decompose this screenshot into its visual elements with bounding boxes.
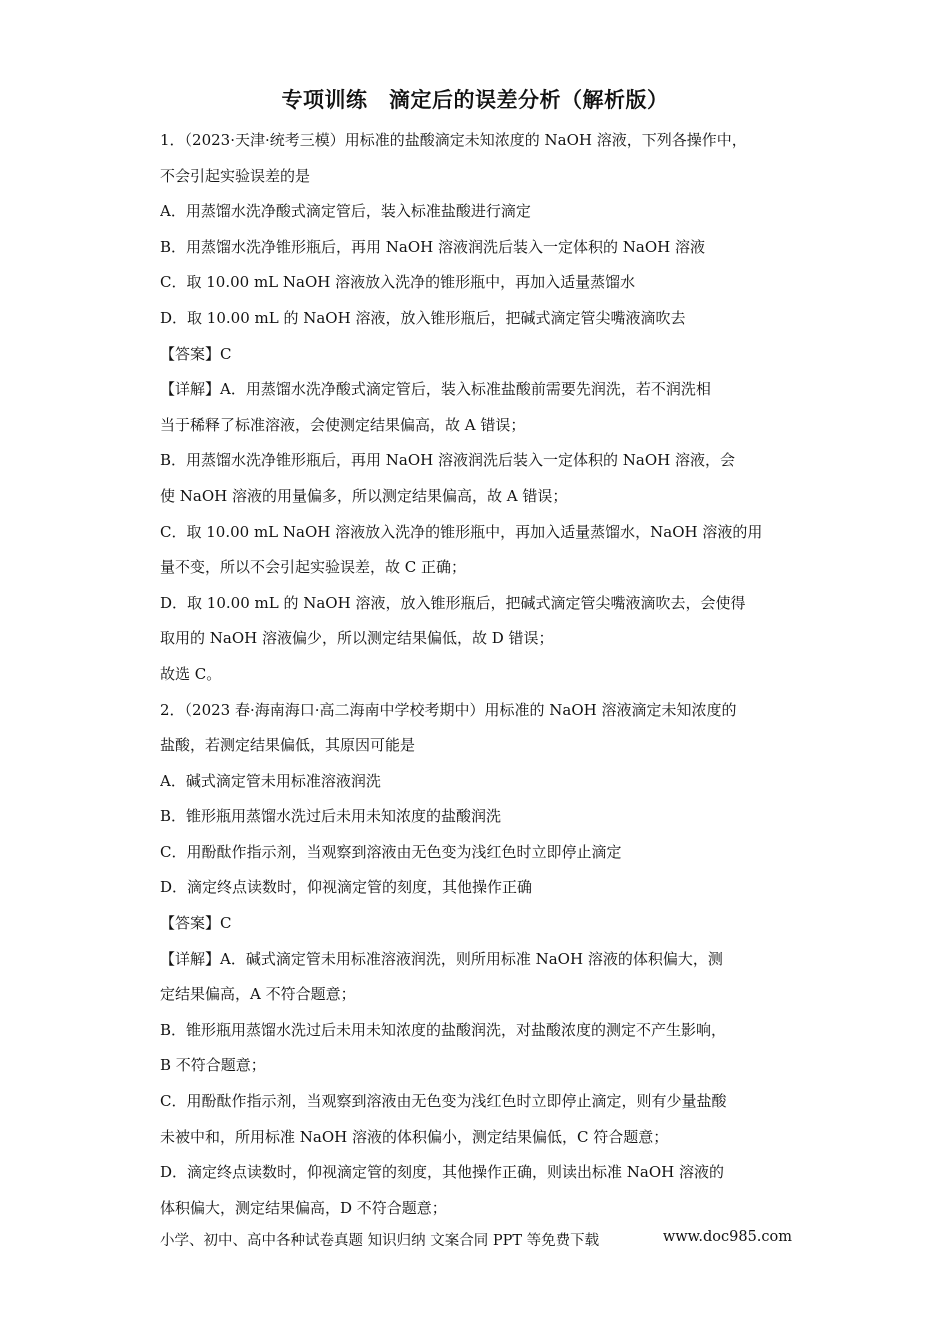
text-line: 【答案】C (160, 914, 232, 933)
document-body (160, 123, 800, 1226)
text-line: C．取 10.00 mL NaOH 溶液放入洗净的锥形瓶中，再加入适量蒸馏水，NaOH 溶液的用 (160, 522, 763, 541)
text-line: 【详解】A．碱式滴定管未用标准溶液润洗，则所用标准 NaOH 溶液的体积偏大，测 (160, 949, 723, 968)
text-line: B．用蒸馏水洗净锥形瓶后，再用 NaOH 溶液润洗后装入一定体积的 NaOH 溶液 (160, 237, 705, 256)
text-line: B．用蒸馏水洗净锥形瓶后，再用 NaOH 溶液润洗后装入一定体积的 NaOH 溶液，会 (160, 451, 735, 470)
text-line: B．锥形瓶用蒸馏水洗过后未用未知浓度的盐酸润洗，对盐酸浓度的测定不产生影响， (160, 1020, 727, 1039)
text-line: 量不变，所以不会引起实验误差，故 C 正确； (160, 558, 467, 577)
text-line: 【详解】A．用蒸馏水洗净酸式滴定管后，装入标准盐酸前需要先润洗，若不润洗相 (160, 380, 711, 399)
text-line: A．碱式滴定管未用标准溶液润洗 (160, 771, 381, 790)
text-line: D．滴定终点读数时，仰视滴定管的刻度，其他操作正确 (160, 878, 533, 897)
text-line: B 不符合题意； (160, 1056, 266, 1075)
text-line: C．用酚酞作指示剂，当观察到溶液由无色变为浅红色时立即停止滴定 (160, 842, 622, 861)
page-title: 专项训练 滴定后的误差分析（解析版） (281, 88, 669, 112)
footer-text: 小学、初中、高中各种试卷真题 知识归纳 文案合同 PPT 等免费下载 (160, 1233, 600, 1249)
text-line: D．滴定终点读数时，仰视滴定管的刻度，其他操作正确，则读出标准 NaOH 溶液的 (160, 1163, 725, 1182)
text-line: 故选 C。 (160, 664, 222, 683)
text-line: 使 NaOH 溶液的用量偏多，所以测定结果偏高，故 A 错误； (160, 486, 568, 505)
text-line: 【答案】C (160, 344, 232, 363)
text-line: 1．（2023·天津·统考三模）用标准的盐酸滴定未知浓度的 NaOH 溶液，下列各操作中， (160, 131, 747, 149)
page-footer (160, 1229, 792, 1250)
text-line: B．锥形瓶用蒸馏水洗过后未用未知浓度的盐酸润洗 (160, 807, 502, 826)
text-line: 体积偏大，测定结果偏高，D 不符合题意； (160, 1198, 447, 1217)
text-line: 当于稀释了标准溶液，会使测定结果偏高，故 A 错误； (160, 415, 526, 434)
text-line: D．取 10.00 mL 的 NaOH 溶液，放入锥形瓶后，把碱式滴定管尖嘴液滴吹去，会使得 (160, 593, 746, 612)
text-line: 不会引起实验误差的是 (160, 166, 311, 185)
text-line: C．取 10.00 mL NaOH 溶液放入洗净的锥形瓶中，再加入适量蒸馏水 (160, 273, 636, 292)
footer-website-link[interactable]: www.doc985.com (662, 1229, 792, 1245)
text-line: 盐酸，若测定结果偏低，其原因可能是 (160, 736, 416, 755)
text-line: D．取 10.00 mL 的 NaOH 溶液，放入锥形瓶后，把碱式滴定管尖嘴液滴吹去 (160, 308, 686, 327)
text-line: A．用蒸馏水洗净酸式滴定管后，装入标准盐酸进行滴定 (160, 202, 531, 221)
text-line: 未被中和，所用标准 NaOH 溶液的体积偏小，测定结果偏低，C 符合题意； (160, 1127, 669, 1146)
text-line: C．用酚酞作指示剂，当观察到溶液由无色变为浅红色时立即停止滴定，则有少量盐酸 (160, 1092, 727, 1111)
text-line: 定结果偏高，A 不符合题意； (160, 985, 356, 1004)
text-line: 取用的 NaOH 溶液偏少，所以测定结果偏低，故 D 错误； (160, 629, 554, 648)
text-line: 2．（2023 春·海南海口·高二海南中学校考期中）用标准的 NaOH 溶液滴定未知浓度的 (160, 700, 737, 719)
